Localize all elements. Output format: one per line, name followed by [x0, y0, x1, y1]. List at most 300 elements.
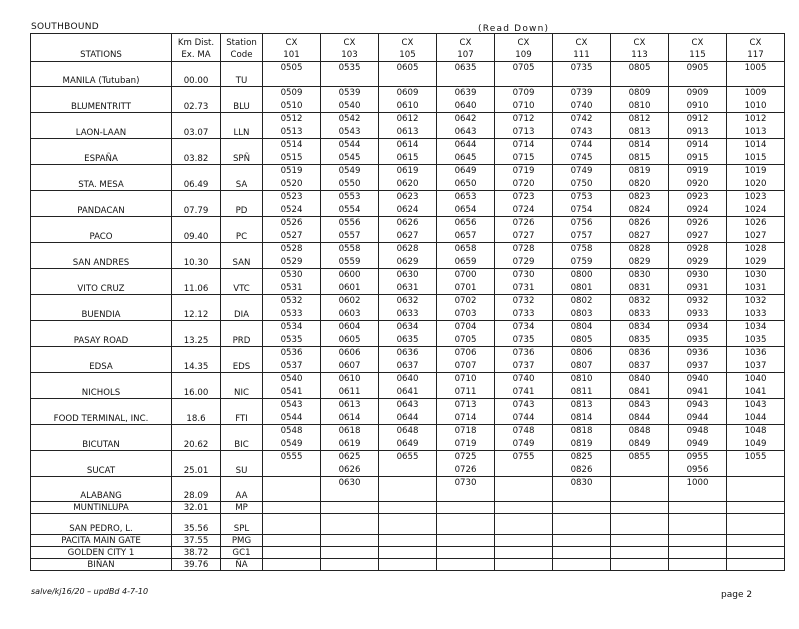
departure-time: 0613 — [396, 126, 419, 137]
arrival-time: 0526 — [280, 218, 303, 228]
departure-time: 0827 — [628, 230, 651, 241]
arrival-time: 0719 — [512, 166, 535, 176]
time-cell — [379, 547, 437, 559]
time-cell — [379, 451, 437, 477]
departure-time: 0543 — [338, 126, 361, 137]
time-cell — [379, 535, 437, 547]
time-cell — [553, 62, 611, 87]
departure-time: 1049 — [744, 438, 767, 449]
arrival-time: 0909 — [686, 88, 709, 98]
km-distance: 10.30 — [172, 243, 221, 269]
time-cell — [727, 191, 785, 217]
arrival-time: 0523 — [280, 192, 303, 202]
station-name: ESPAÑA — [31, 139, 172, 165]
arrival-time: 1012 — [744, 114, 767, 124]
arrival-time: 0753 — [570, 192, 593, 202]
time-cell — [553, 559, 611, 571]
arrival-time: 0555 — [280, 452, 303, 462]
time-cell — [669, 165, 727, 191]
arrival-time: 0630 — [338, 478, 361, 488]
station-row — [31, 451, 785, 477]
departure-time: 1044 — [744, 412, 767, 423]
station-name: PACO — [31, 217, 172, 243]
time-cell — [263, 502, 321, 514]
station-row — [31, 347, 785, 373]
departure-time: 0614 — [338, 412, 361, 423]
departure-time: 0701 — [454, 282, 477, 293]
station-code: PRD — [221, 321, 263, 347]
departure-time: 0749 — [512, 438, 535, 449]
time-cell — [263, 269, 321, 295]
station-code: LLN — [221, 113, 263, 139]
departure-time: 0540 — [338, 100, 361, 111]
departure-time: 0715 — [512, 152, 535, 163]
arrival-time: 0943 — [686, 400, 709, 410]
arrival-time: 0509 — [280, 88, 303, 98]
arrival-time: 0704 — [454, 322, 477, 332]
arrival-time: 0640 — [396, 374, 419, 384]
departure-time: 0844 — [628, 412, 651, 423]
time-cell — [437, 477, 495, 502]
arrival-time: 0558 — [338, 244, 361, 254]
arrival-time: 0742 — [570, 114, 593, 124]
arrival-time: 0700 — [454, 270, 477, 280]
time-cell — [611, 547, 669, 559]
departure-time: 0537 — [280, 360, 303, 371]
departure-time: 0641 — [396, 386, 419, 397]
departure-time: 0531 — [280, 282, 303, 293]
time-cell — [263, 373, 321, 399]
departure-time: 0815 — [628, 152, 651, 163]
station-row — [31, 87, 785, 113]
departure-time: 0707 — [454, 360, 477, 371]
station-code: PC — [221, 217, 263, 243]
arrival-time: 0702 — [454, 296, 477, 306]
arrival-time: 0755 — [512, 452, 535, 462]
arrival-time: 0825 — [570, 452, 593, 462]
arrival-time: 0534 — [280, 322, 303, 332]
arrival-time: 0723 — [512, 192, 535, 202]
time-cell — [379, 113, 437, 139]
departure-time: 0615 — [396, 152, 419, 163]
arrival-time: 0832 — [628, 296, 651, 306]
time-cell — [727, 217, 785, 243]
arrival-time: 1014 — [744, 140, 767, 150]
km-distance: 16.00 — [172, 373, 221, 399]
time-cell — [379, 559, 437, 571]
departure-time: 0649 — [396, 438, 419, 449]
arrival-time: 0542 — [338, 114, 361, 124]
station-row — [31, 514, 785, 535]
time-cell — [727, 547, 785, 559]
time-cell — [669, 62, 727, 87]
km-distance: 00.00 — [172, 62, 221, 87]
station-row — [31, 399, 785, 425]
time-cell — [263, 514, 321, 535]
station-name: BUENDIA — [31, 295, 172, 321]
departure-time: 0610 — [396, 100, 419, 111]
time-cell — [727, 451, 785, 477]
time-cell — [321, 373, 379, 399]
departure-time: 1031 — [744, 282, 767, 293]
time-cell — [495, 373, 553, 399]
station-code: ÑA — [221, 559, 263, 571]
arrival-time: 0800 — [570, 270, 593, 280]
departure-time: 0557 — [338, 230, 361, 241]
time-cell — [379, 269, 437, 295]
arrival-time: 0940 — [686, 374, 709, 384]
departure-time: 0837 — [628, 360, 651, 371]
arrival-time: 1032 — [744, 296, 767, 306]
departure-time: 0611 — [338, 386, 361, 397]
station-name: FOOD TERMINAL, INC. — [31, 399, 172, 425]
station-row — [31, 139, 785, 165]
time-cell — [437, 191, 495, 217]
station-code: BLU — [221, 87, 263, 113]
departure-time: 0814 — [570, 412, 593, 423]
arrival-time: 0810 — [570, 374, 593, 384]
time-cell — [321, 269, 379, 295]
time-cell — [727, 425, 785, 451]
time-cell — [263, 477, 321, 502]
footer-reference: salve/kj16/20 – updBd 4-7-10 — [31, 587, 149, 596]
arrival-time: 0836 — [628, 348, 651, 358]
time-cell — [321, 547, 379, 559]
departure-time: 0831 — [628, 282, 651, 293]
time-cell — [437, 113, 495, 139]
arrival-time: 0828 — [628, 244, 651, 254]
time-cell — [553, 165, 611, 191]
time-cell — [669, 87, 727, 113]
time-cell — [553, 295, 611, 321]
arrival-time: 0712 — [512, 114, 535, 124]
departure-time: 1020 — [744, 178, 767, 189]
station-row — [31, 559, 785, 571]
time-cell — [611, 347, 669, 373]
arrival-time: 0730 — [454, 478, 477, 488]
time-cell — [495, 559, 553, 571]
station-code: SPÑ — [221, 139, 263, 165]
station-code: DIA — [221, 295, 263, 321]
station-name: SUCAT — [31, 451, 172, 477]
time-cell — [611, 87, 669, 113]
arrival-time: 0749 — [570, 166, 593, 176]
departure-time: 0910 — [686, 100, 709, 111]
train-header: CX 111 — [553, 34, 611, 62]
departure-time: 0620 — [396, 178, 419, 189]
departure-time: 0513 — [280, 126, 303, 137]
km-distance: 39.76 — [172, 559, 221, 571]
station-row — [31, 191, 785, 217]
time-cell — [669, 559, 727, 571]
time-cell — [263, 451, 321, 477]
train-header: CX 107 — [437, 34, 495, 62]
departure-time: 0711 — [454, 386, 477, 397]
time-cell — [553, 547, 611, 559]
train-header: CX 105 — [379, 34, 437, 62]
departure-time: 0631 — [396, 282, 419, 293]
arrival-time: 0540 — [280, 374, 303, 384]
time-cell — [553, 502, 611, 514]
departure-time: 1037 — [744, 360, 767, 371]
arrival-time: 0756 — [570, 218, 593, 228]
departure-time: 1027 — [744, 230, 767, 241]
departure-time: 0924 — [686, 204, 709, 215]
direction-label: SOUTHBOUND — [31, 22, 99, 32]
time-cell — [321, 321, 379, 347]
departure-time: 0824 — [628, 204, 651, 215]
station-code: EDS — [221, 347, 263, 373]
time-cell — [437, 217, 495, 243]
time-cell — [263, 425, 321, 451]
arrival-time: 0834 — [628, 322, 651, 332]
arrival-time: 0840 — [628, 374, 651, 384]
time-cell — [553, 477, 611, 502]
departure-time: 0619 — [338, 438, 361, 449]
arrival-time: 0748 — [512, 426, 535, 436]
departure-time: 0931 — [686, 282, 709, 293]
arrival-time: 1034 — [744, 322, 767, 332]
departure-time: 0737 — [512, 360, 535, 371]
time-cell — [379, 399, 437, 425]
departure-time: 1013 — [744, 126, 767, 137]
arrival-time: 0512 — [280, 114, 303, 124]
time-cell — [611, 269, 669, 295]
arrival-time: 0812 — [628, 114, 651, 124]
departure-time: 0729 — [512, 256, 535, 267]
departure-time: 0927 — [686, 230, 709, 241]
departure-time: 0524 — [280, 204, 303, 215]
departure-time: 1041 — [744, 386, 767, 397]
time-cell — [553, 514, 611, 535]
time-cell — [321, 139, 379, 165]
time-cell — [727, 399, 785, 425]
train-header: CX 113 — [611, 34, 669, 62]
arrival-time: 0635 — [454, 63, 477, 73]
time-cell — [611, 535, 669, 547]
time-cell — [321, 295, 379, 321]
time-cell — [263, 399, 321, 425]
station-code: SPL — [221, 514, 263, 535]
departure-time: 0515 — [280, 152, 303, 163]
departure-time: 0811 — [570, 386, 593, 397]
departure-time: 0810 — [628, 100, 651, 111]
departure-time: 0807 — [570, 360, 593, 371]
time-cell — [495, 62, 553, 87]
time-cell — [611, 321, 669, 347]
time-cell — [321, 535, 379, 547]
time-cell — [553, 373, 611, 399]
arrival-time: 0604 — [338, 322, 361, 332]
departure-time: 0607 — [338, 360, 361, 371]
departure-time: 0731 — [512, 282, 535, 293]
departure-time: 0659 — [454, 256, 477, 267]
station-name: BICUTAN — [31, 425, 172, 451]
train-header: CX 101 — [263, 34, 321, 62]
time-cell — [379, 243, 437, 269]
time-cell — [669, 139, 727, 165]
time-cell — [321, 559, 379, 571]
station-code: AA — [221, 477, 263, 502]
arrival-time: 0955 — [686, 452, 709, 462]
time-cell — [495, 217, 553, 243]
km-distance: 35.56 — [172, 514, 221, 535]
arrival-time: 0548 — [280, 426, 303, 436]
time-cell — [727, 535, 785, 547]
arrival-time: 0814 — [628, 140, 651, 150]
departure-time: 0835 — [628, 334, 651, 345]
station-row — [31, 62, 785, 87]
arrival-time: 0505 — [280, 63, 303, 73]
arrival-time: 0732 — [512, 296, 535, 306]
departure-time: 0741 — [512, 386, 535, 397]
departure-time: 0720 — [512, 178, 535, 189]
arrival-time: 0848 — [628, 426, 651, 436]
station-row — [31, 321, 785, 347]
time-cell — [379, 514, 437, 535]
arrival-time: 0932 — [686, 296, 709, 306]
departure-time: 0801 — [570, 282, 593, 293]
arrival-time: 0532 — [280, 296, 303, 306]
arrival-time: 0642 — [454, 114, 477, 124]
time-cell — [727, 295, 785, 321]
arrival-time: 0730 — [512, 270, 535, 280]
departure-time: 0554 — [338, 204, 361, 215]
time-cell — [437, 502, 495, 514]
arrival-time: 0519 — [280, 166, 303, 176]
arrival-time: 0705 — [512, 63, 535, 73]
departure-time: 0735 — [512, 334, 535, 345]
time-cell — [553, 399, 611, 425]
km-distance: 06.49 — [172, 165, 221, 191]
time-cell — [437, 269, 495, 295]
station-code: PD — [221, 191, 263, 217]
arrival-time: 0713 — [454, 400, 477, 410]
arrival-time: 0758 — [570, 244, 593, 254]
arrival-time: 0802 — [570, 296, 593, 306]
departure-time: 0956 — [686, 464, 709, 475]
time-cell — [727, 373, 785, 399]
departure-time: 0533 — [280, 308, 303, 319]
time-cell — [379, 217, 437, 243]
time-cell — [553, 139, 611, 165]
departure-time: 0726 — [454, 464, 477, 475]
time-cell — [321, 347, 379, 373]
time-cell — [263, 321, 321, 347]
km-distance: 20.62 — [172, 425, 221, 451]
station-row — [31, 425, 785, 451]
time-cell — [611, 514, 669, 535]
arrival-time: 0655 — [396, 452, 419, 462]
departure-time: 0724 — [512, 204, 535, 215]
arrival-time: 0928 — [686, 244, 709, 254]
arrival-time: 0843 — [628, 400, 651, 410]
arrival-time: 0612 — [396, 114, 419, 124]
time-cell — [727, 321, 785, 347]
time-cell — [263, 113, 321, 139]
time-cell — [263, 243, 321, 269]
departure-time: 0650 — [454, 178, 477, 189]
station-row — [31, 217, 785, 243]
departure-time: 0535 — [280, 334, 303, 345]
arrival-time: 0536 — [280, 348, 303, 358]
arrival-time: 0809 — [628, 88, 651, 98]
station-row — [31, 269, 785, 295]
arrival-time: 0653 — [454, 192, 477, 202]
departure-time: 0627 — [396, 230, 419, 241]
station-name: ALABANG — [31, 477, 172, 502]
departure-time: 0643 — [454, 126, 477, 137]
station-code: SA — [221, 165, 263, 191]
time-cell — [437, 399, 495, 425]
departure-time: 0705 — [454, 334, 477, 345]
arrival-time: 0905 — [686, 63, 709, 73]
time-cell — [611, 139, 669, 165]
departure-time: 0803 — [570, 308, 593, 319]
time-cell — [379, 502, 437, 514]
time-cell — [727, 477, 785, 502]
time-cell — [553, 347, 611, 373]
km-distance: 38.72 — [172, 547, 221, 559]
arrival-time: 0709 — [512, 88, 535, 98]
time-cell — [263, 139, 321, 165]
departure-time: 0605 — [338, 334, 361, 345]
time-cell — [611, 165, 669, 191]
time-cell — [263, 559, 321, 571]
km-distance: 25.01 — [172, 451, 221, 477]
time-cell — [669, 191, 727, 217]
arrival-time: 0805 — [628, 63, 651, 73]
departure-time: 0743 — [570, 126, 593, 137]
time-cell — [611, 399, 669, 425]
time-cell — [263, 191, 321, 217]
time-cell — [379, 425, 437, 451]
arrival-time: 0543 — [280, 400, 303, 410]
station-name: MANILA (Tutuban) — [31, 62, 172, 87]
time-cell — [669, 451, 727, 477]
header-row — [31, 34, 785, 62]
departure-time: 0915 — [686, 152, 709, 163]
arrival-time: 0728 — [512, 244, 535, 254]
time-cell — [727, 139, 785, 165]
departure-time: 0527 — [280, 230, 303, 241]
arrival-time: 0735 — [570, 63, 593, 73]
time-cell — [669, 321, 727, 347]
station-name: NICHOLS — [31, 373, 172, 399]
arrival-time: 1048 — [744, 426, 767, 436]
time-cell — [553, 451, 611, 477]
arrival-time: 0926 — [686, 218, 709, 228]
time-cell — [437, 62, 495, 87]
arrival-time: 0736 — [512, 348, 535, 358]
time-cell — [727, 113, 785, 139]
time-cell — [611, 113, 669, 139]
time-cell — [495, 399, 553, 425]
time-cell — [437, 425, 495, 451]
arrival-time: 0644 — [454, 140, 477, 150]
time-cell — [437, 243, 495, 269]
time-cell — [553, 425, 611, 451]
time-cell — [495, 477, 553, 502]
time-cell — [669, 113, 727, 139]
time-cell — [669, 535, 727, 547]
km-distance: 09.40 — [172, 217, 221, 243]
arrival-time: 0614 — [396, 140, 419, 150]
read-direction-label: (Read Down) — [478, 24, 550, 34]
station-row — [31, 373, 785, 399]
train-header: CX 109 — [495, 34, 553, 62]
arrival-time: 0625 — [338, 452, 361, 462]
